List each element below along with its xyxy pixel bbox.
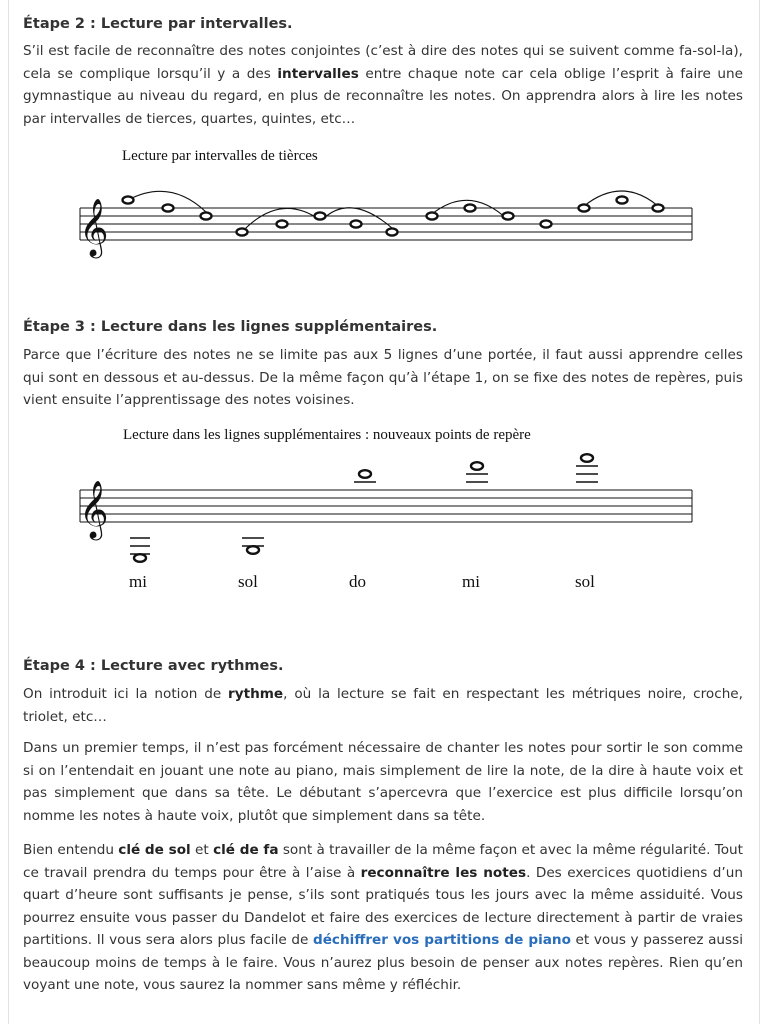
intervals-staff <box>70 182 700 266</box>
treble-clef-icon: 𝄞 <box>79 480 109 538</box>
note-label-sol: sol <box>238 572 258 591</box>
note-label-sol-high: sol <box>575 572 595 591</box>
note-label-mi: mi <box>129 572 147 591</box>
note-label-do: do <box>349 572 366 591</box>
ledger-lines-staff <box>70 450 700 570</box>
step4-paragraph-cles: Bien entendu clé de sol et clé de fa sont à travailler de la même façon et avec la même régularité. Tout ce travail prendra du temps pour être à l’aise à reconnaître les notes. Des exercices quotidiens d’un quart d’heure sont suffisants je pense, s’ils sont pratiqués tous les jours avec la même assiduité. Vous pourrez ensuite vous passer du Dandelot et faire des exercices de lecture directement à partir de vraies partitions. Il vous sera alors plus facile de déchiffrer vos partitions de piano et vous y passerez aussi beaucoup moins de temps à le faire. Vous n’aurez plus besoin de penser aux notes repères. Rien qu’en voyant une note, vous saurez la nommer sans même y réfléchir. <box>23 842 743 993</box>
piano-sheet-music-link[interactable]: déchiffrer vos partitions de piano <box>312 932 571 948</box>
step2-paragraph: S’il est facile de reconnaître des notes conjointes (c’est à dire des notes qui se suivent comme fa-sol-la), cela se complique lorsqu’il y a des intervalles entre chaque note car cela oblige l’esprit à faire une gymnastique au niveau du regard, en plus de reconnaître les notes. On apprendra alors à lire les notes par intervalles de tierces, quartes, quintes, etc… <box>23 43 744 127</box>
step3-heading: Étape 3 : Lecture dans les lignes supplémentaires. <box>23 319 438 335</box>
step4-paragraph-chanter: Dans un premier temps, il n’est pas forcément nécessaire de chanter les notes pour sortir le son comme si on l’entendait en jouant une note au piano, mais simplement de lire la note, de la dire à haute voix et pas simplement que dans sa tête. Le débutant s’apercevra que l’exercice est plus difficile lorsqu’on nomme les notes à haute voix, plutôt que simplement dans sa tête. <box>23 740 743 824</box>
step4-heading: Étape 4 : Lecture avec rythmes. <box>23 658 284 674</box>
treble-clef-icon: 𝄞 <box>79 198 109 256</box>
step4-paragraph-rythme: On introduit ici la notion de rythme, où la lecture se fait en respectant les métriques noire, croche, triolet, etc… <box>23 686 743 725</box>
step2-heading: Étape 2 : Lecture par intervalles. <box>23 16 293 32</box>
intervals-figure-caption: Lecture par intervalles de tièrces <box>122 148 318 164</box>
step3-paragraph: Parce que l’écriture des notes ne se limite pas aux 5 lignes d’une portée, il faut aussi apprendre celles qui sont en dessous et au-dessus. De la même façon qu’à l’étape 1, on se fixe des notes de repères, puis vient ensuite l’apprentissage des notes voisines. <box>23 347 743 408</box>
ledger-figure-caption: Lecture dans les lignes supplémentaires : nouveaux points de repère <box>123 427 531 443</box>
note-label-mi-high: mi <box>462 572 480 591</box>
